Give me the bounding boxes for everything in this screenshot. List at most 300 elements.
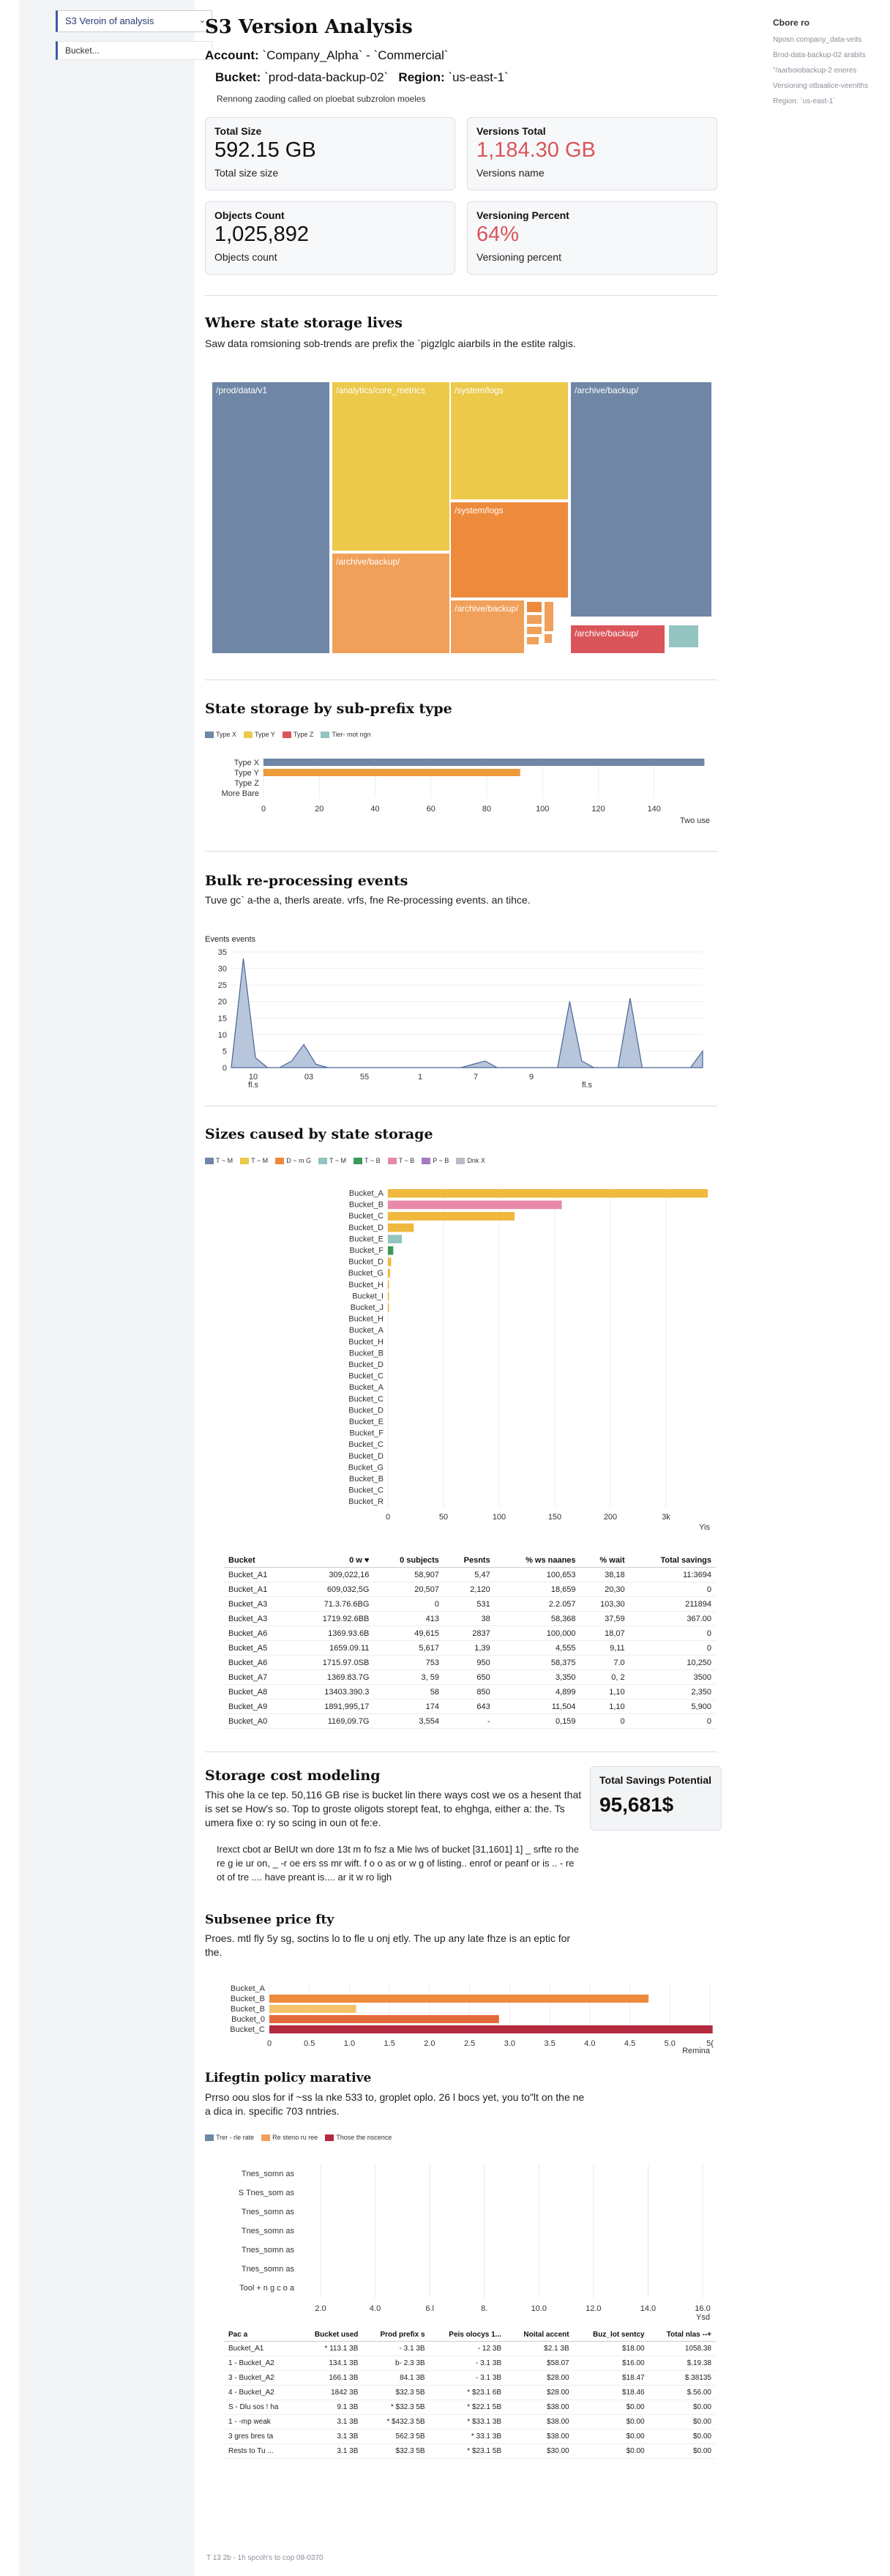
legend-swatch [205, 732, 214, 738]
treemap-cell-small[interactable] [545, 602, 553, 631]
table-cell: $2.1 3B [506, 2342, 574, 2356]
table-cell: 13403.390.3 [293, 1685, 374, 1700]
legend-item [261, 2134, 318, 2141]
events-chart [205, 945, 717, 1091]
treemap-cell[interactable]: /system/logs [451, 382, 568, 499]
x-tick-label: 4.0 [369, 2304, 381, 2313]
table-cell: $18.47 [574, 2371, 649, 2386]
lifecycle-chart [205, 2159, 717, 2320]
x-tick-label: 100 [536, 805, 550, 814]
bucket-line [215, 70, 509, 85]
table-cell: 4,555 [495, 1641, 580, 1656]
table-cell: 753 [373, 1656, 444, 1670]
y-tick-label: Bucket_C [230, 2025, 265, 2034]
treemap-cell-small[interactable] [527, 627, 542, 634]
y-tick-label: Tnes_somn as [241, 2170, 294, 2178]
table-cell: 1369.83.7G [293, 1670, 374, 1685]
table-cell: 950 [444, 1656, 495, 1670]
events-title: Bulk re-processing events [205, 873, 408, 889]
column-header[interactable]: % ws naanes [495, 1554, 580, 1568]
table-cell: 367.00 [629, 1612, 716, 1626]
legend-swatch [205, 2134, 214, 2141]
table-cell: $.19.38 [649, 2356, 716, 2371]
column-header[interactable]: 0 w ♥ [293, 1554, 374, 1568]
table-cell: - 3.1 3B [362, 2342, 429, 2356]
y-tick-label: Bucket_C [348, 1212, 384, 1221]
right-sidebar-heading: Cbore ro [773, 18, 810, 28]
column-header[interactable]: Peis olocys 1... [430, 2329, 506, 2342]
y-tick-label: Bucket_D [348, 1223, 384, 1232]
table-cell: $30.00 [506, 2444, 574, 2459]
treemap-cell-small[interactable] [527, 602, 542, 612]
table-row[interactable] [224, 2356, 716, 2371]
treemap-cell[interactable]: /prod/data/v1 [212, 382, 329, 653]
metric-sublabel: Versions name [476, 167, 545, 179]
table-row[interactable] [224, 1714, 716, 1729]
table-header-row [224, 2329, 716, 2342]
legend-item [325, 2134, 392, 2141]
metric-label: Total Size [214, 125, 262, 137]
x-tick-label: 6.l [425, 2304, 434, 2313]
table-cell: 100,000 [495, 1626, 580, 1641]
column-header[interactable]: Pac a [224, 2329, 297, 2342]
x-tick-label: 5( [706, 2039, 714, 2048]
bar [388, 1258, 391, 1267]
y-tick-label: Bucket_D [348, 1257, 384, 1267]
table-cell: 3,350 [495, 1670, 580, 1685]
table-cell: $38.00 [506, 2430, 574, 2444]
legend-swatch [283, 732, 291, 738]
y-tick-label: Bucket_B [230, 1995, 265, 2003]
x-tick-label: 1 [417, 1073, 423, 1082]
table-cell: 643 [444, 1700, 495, 1714]
table-cell: 7.0 [580, 1656, 629, 1670]
y-tick-label: 10 [217, 1030, 227, 1040]
table-cell: $0.00 [649, 2415, 716, 2430]
x-tick-label: 0 [261, 805, 266, 814]
table-cell: $38.00 [506, 2415, 574, 2430]
legend-label: Those the nscence [336, 2134, 392, 2141]
metric-card [205, 201, 455, 275]
treemap-cell-small[interactable] [669, 625, 698, 647]
table-cell: 1058.38 [649, 2342, 716, 2356]
right-sidebar-item[interactable]: "/aarboiobackup-2 eneres [773, 67, 857, 75]
legend-label: T ~ B [364, 1157, 381, 1164]
types-title: State storage by sub-prefix type [205, 701, 452, 717]
table-cell: 5,900 [629, 1700, 716, 1714]
legend-swatch [244, 732, 253, 738]
metric-label: Versioning Percent [476, 209, 569, 221]
bar [388, 1281, 389, 1289]
table-cell: 11:3694 [629, 1568, 716, 1582]
table-cell: 2,350 [629, 1685, 716, 1700]
table-row[interactable] [224, 2386, 716, 2400]
divider [205, 851, 717, 852]
bar [269, 1995, 648, 2003]
table-cell: $0.00 [649, 2430, 716, 2444]
x-axis-label: Ysd [696, 2313, 710, 2320]
legend-item [321, 731, 370, 738]
table-row[interactable] [224, 1568, 716, 1582]
analysis-select-label: S3 Veroin of analysis [65, 15, 154, 26]
table-cell: 0 [373, 1597, 444, 1612]
y-tick-label: 0 [222, 1064, 227, 1073]
account-label: Account: [205, 48, 259, 62]
table-cell: b- 2.3 3B [362, 2356, 429, 2371]
table-cell: 1,39 [444, 1641, 495, 1656]
column-header[interactable]: Bucket used [297, 2329, 362, 2342]
treemap-cell[interactable]: /archive/backup/ [451, 600, 524, 653]
treemap-cell-small[interactable] [527, 615, 542, 624]
y-tick-label: Type Y [233, 769, 259, 778]
x-tick-label: 3.5 [544, 2039, 556, 2048]
y-tick-label: Bucket_C [348, 1486, 384, 1495]
table-cell: 58 [373, 1685, 444, 1700]
column-header[interactable]: Total savings [629, 1554, 716, 1568]
bar [388, 1212, 515, 1221]
account-value: `Company_Alpha` - `Commercial` [262, 48, 449, 62]
legend-label: T ~ M [329, 1157, 347, 1164]
table-cell: * $23.1 6B [430, 2386, 506, 2400]
savings-card [590, 1766, 722, 1831]
table-row[interactable] [224, 1670, 716, 1685]
x-tick-label: 20 [315, 805, 324, 814]
cost-paragraph-2: Irexct cbot ar BeIUt wn dore 13t m fo fsz a Mie lws of bucket [31,1601] 1] _ srfte ro the re g ie ur on, _ -r oe ers ss mr wift. f o o as or w g of listing.. enrof or peanf or is .. - re ot of tre .... have preant is.... ar it w ro ligh [217, 1844, 579, 1883]
table-cell: 0,159 [495, 1714, 580, 1729]
x-tick-label: 3.0 [504, 2039, 516, 2048]
x-tick-label: 60 [426, 805, 435, 814]
legend-swatch [456, 1158, 465, 1164]
table-cell: 1,10 [580, 1700, 629, 1714]
table-cell: * $32.3 5B [362, 2400, 429, 2415]
footer-text: T 13 2b - 1h spcoh's to cop 08-0370 [206, 2554, 324, 2562]
table-cell: 2837 [444, 1626, 495, 1641]
x-tick-label: 03 [304, 1073, 314, 1082]
legend-item [283, 731, 314, 738]
x-tick-label: 2.5 [463, 2039, 476, 2048]
legend-swatch [275, 1158, 284, 1164]
table-cell: $0.00 [649, 2400, 716, 2415]
sidebar-item-bucket[interactable]: Bucket... [56, 41, 212, 60]
table-cell: Rests to Tu ... [224, 2444, 297, 2459]
treemap-cell[interactable]: /archive/backup/ [332, 554, 449, 653]
legend-swatch [205, 1158, 214, 1164]
table-cell: $0.00 [574, 2444, 649, 2459]
table-cell: 0 [629, 1626, 716, 1641]
y-tick-label: 25 [217, 981, 227, 991]
lifecycle-desc: Prrso oou slos for if ~ss la nke 533 to, groplet oplo. 26 l bocs yet, you to"lt on the ne a dica in. specific 703 nntries. [205, 2091, 585, 2117]
y-tick-label: Type X [233, 759, 259, 767]
legend-swatch [321, 732, 329, 738]
table-cell: 5,47 [444, 1568, 495, 1582]
bar [388, 1246, 393, 1255]
chevron-down-icon: ⌄ [198, 16, 206, 25]
table-cell: 38,18 [580, 1568, 629, 1582]
right-sidebar-item[interactable]: Nposn company_data-veits [773, 36, 862, 44]
table-row[interactable] [224, 1685, 716, 1700]
y-tick-label: Bucket_F [349, 1246, 384, 1255]
table-row[interactable] [224, 1641, 716, 1656]
table-cell: 211894 [629, 1597, 716, 1612]
types-legend [205, 731, 371, 738]
table-cell: 10,250 [629, 1656, 716, 1670]
y-tick-label: 5 [222, 1047, 227, 1057]
table-cell: $32.3 5B [362, 2386, 429, 2400]
x-axis-label: Yis [699, 1522, 710, 1532]
table-cell: Bucket_A1 [224, 1582, 293, 1597]
x-tick-label: 80 [482, 805, 492, 814]
page-title: S3 Version Analysis [205, 16, 413, 38]
lifecycle-title: Lifegtin policy marative [205, 2071, 372, 2085]
bucket-table [224, 1554, 716, 1729]
legend-label: Trer - rle rate [216, 2134, 255, 2141]
sizes-title: Sizes caused by state storage [205, 1126, 433, 1142]
y-tick-label: Bucket_I [352, 1292, 384, 1301]
table-cell: - [444, 1714, 495, 1729]
x-tick-label: 0 [266, 2039, 272, 2048]
bar [269, 2025, 713, 2033]
y-tick-label: Bucket_H [348, 1314, 384, 1324]
right-sidebar-item[interactable]: Brod-data-backup-02 arabits [773, 51, 866, 59]
table-cell: * $33.1 3B [430, 2415, 506, 2430]
table-cell: 0 [580, 1714, 629, 1729]
column-header[interactable]: Bucket [224, 1554, 293, 1568]
cost-paragraph: This ohe la ce tep. 50,116 GB rise is bucket lin there ways cost we os a hesent that is set se How's so. Top to groste oligots storept feat, to ehghga, either a: the. Ts umera fixe o: ry so scing in oun ot fe:e. [205, 1789, 582, 1828]
table-row[interactable] [224, 1700, 716, 1714]
y-tick-label: Bucket_A [348, 1189, 384, 1198]
left-sidebar [19, 0, 206, 2576]
treemap-cell[interactable]: /system/logs [451, 502, 568, 598]
table-cell: * $432.3 5B [362, 2415, 429, 2430]
x-tick-label: 3k [662, 1512, 670, 1522]
treemap-cell[interactable]: /archive/backup/ [571, 382, 711, 617]
table-cell: 609,032,5G [293, 1582, 374, 1597]
region-value: `us-east-1` [448, 70, 509, 84]
column-header[interactable]: Buz_lot sentcy [574, 2329, 649, 2342]
y-tick-label: Bucket_C [348, 1394, 384, 1404]
legend-swatch [388, 1158, 397, 1164]
table-cell: 58,907 [373, 1568, 444, 1582]
subprice-chart [205, 1977, 717, 2072]
metric-sublabel: Total size size [214, 167, 279, 179]
column-header[interactable]: Noital accent [506, 2329, 574, 2342]
table-cell: 134.1 3B [297, 2356, 362, 2371]
x-tick-label: 120 [591, 805, 605, 814]
table-cell: 3500 [629, 1670, 716, 1685]
y-tick-label: Bucket_E [348, 1418, 384, 1426]
table-cell: 166.1 3B [297, 2371, 362, 2386]
table-cell: 1369.93.6B [293, 1626, 374, 1641]
table-cell: $.38135 [649, 2371, 716, 2386]
table-row[interactable] [224, 2342, 716, 2356]
y-tick-label: Bucket_H [348, 1280, 384, 1289]
table-cell: - 12 3B [430, 2342, 506, 2356]
y-tick-label: Bucket_B [348, 1200, 384, 1210]
table-cell: - 3.1 3B [430, 2356, 506, 2371]
table-cell: 5,617 [373, 1641, 444, 1656]
table-cell: 1715.97.0SB [293, 1656, 374, 1670]
x-tick-label: 50 [438, 1512, 449, 1522]
table-cell: 1169,09.7G [293, 1714, 374, 1729]
table-row[interactable] [224, 2415, 716, 2430]
legend-label: Type Z [293, 731, 314, 738]
table-cell: 4,899 [495, 1685, 580, 1700]
cost-title: Storage cost modeling [205, 1768, 381, 1784]
legend-label: Dnk X [467, 1157, 485, 1164]
y-tick-label: Bucket_A [348, 1383, 384, 1393]
y-tick-label: Bucket_0 [231, 2015, 265, 2024]
table-cell: 309,022,16 [293, 1568, 374, 1582]
table-cell: Bucket_A3 [224, 1597, 293, 1612]
x-tick-label: 7 [473, 1073, 479, 1082]
y-tick-label: Bucket_A [348, 1326, 384, 1336]
column-header[interactable]: % wait [580, 1554, 629, 1568]
table-row[interactable] [224, 2371, 716, 2386]
table-cell: 174 [373, 1700, 444, 1714]
y-tick-label: Bucket_C [348, 1440, 384, 1450]
bar [388, 1292, 389, 1300]
header-note: Rennong zaoding called on ploebat subzrolon moeles [217, 94, 426, 104]
legend-label: Type Y [255, 731, 275, 738]
column-header[interactable]: Prod prefix s [362, 2329, 429, 2342]
y-tick-label: Bucket_D [348, 1360, 384, 1369]
legend-label: P ~ B [433, 1157, 449, 1164]
metric-label: Versions Total [476, 125, 546, 137]
legend-label: D ~ m G [286, 1157, 311, 1164]
y-tick-label: 15 [217, 1014, 227, 1024]
right-sidebar-item[interactable]: Region: `us-east-1` [773, 97, 836, 105]
legend-label: T ~ M [216, 1157, 233, 1164]
y-tick-label: Bucket_B [348, 1349, 384, 1358]
table-cell: Bucket_A1 [224, 1568, 293, 1582]
treemap [212, 382, 717, 653]
bar [388, 1189, 708, 1198]
table-cell: $38.00 [506, 2400, 574, 2415]
treemap-cell-small[interactable] [545, 634, 552, 643]
table-cell: $28.00 [506, 2371, 574, 2386]
table-row[interactable] [224, 2400, 716, 2415]
table-row[interactable] [224, 1612, 716, 1626]
table-cell: $18.00 [574, 2342, 649, 2356]
column-header[interactable]: 0 subjects [373, 1554, 444, 1568]
table-cell: * 113.1 3B [297, 2342, 362, 2356]
bar [263, 759, 704, 766]
legend-swatch [354, 1158, 362, 1164]
table-cell: $0.00 [574, 2415, 649, 2430]
table-row[interactable] [224, 1582, 716, 1597]
x-tick-label: 9 [528, 1073, 534, 1082]
y-tick-label: Bucket_H [348, 1337, 384, 1347]
y-tick-label: Bucket_E [348, 1235, 384, 1244]
bar [388, 1235, 402, 1243]
bucket-label: Bucket: [215, 70, 261, 84]
table-cell: * $23.1 5B [430, 2444, 506, 2459]
table-row[interactable] [224, 1656, 716, 1670]
legend-item [240, 1157, 268, 1164]
legend-label: T ~ M [251, 1157, 269, 1164]
y-tick-label: 30 [217, 964, 227, 974]
savings-label: Total Savings Potential [599, 1774, 711, 1786]
metric-card [467, 117, 717, 190]
divider [205, 295, 717, 296]
bar [263, 769, 520, 776]
table-cell: Bucket_A6 [224, 1656, 293, 1670]
table-row[interactable] [224, 2430, 716, 2444]
table-cell: 1,10 [580, 1685, 629, 1700]
metric-sublabel: Versioning percent [476, 251, 561, 263]
x-tick-label: 55 [359, 1073, 370, 1082]
table-cell: 3.1 3B [297, 2415, 362, 2430]
column-header[interactable]: Total nlas --+ [649, 2329, 716, 2342]
bar [388, 1224, 414, 1232]
table-row[interactable] [224, 1597, 716, 1612]
table-header-row [224, 1554, 716, 1568]
table-cell: $.56.00 [649, 2386, 716, 2400]
table-cell: * $22.1 5B [430, 2400, 506, 2415]
x-tick-label: 14.0 [640, 2304, 657, 2313]
table-row[interactable] [224, 2444, 716, 2459]
x-tick-label: 150 [547, 1512, 562, 1522]
x-axis-label: Remina [682, 2047, 710, 2055]
events-ylabel: Events events [205, 935, 256, 944]
bar [388, 1269, 390, 1278]
table-cell: - 3.1 3B [430, 2371, 506, 2386]
y-tick-label: Tnes_somn as [241, 2227, 294, 2236]
column-header[interactable]: Pesnts [444, 1554, 495, 1568]
legend-item [456, 1157, 485, 1164]
y-tick-label: Bucket_B [230, 2005, 265, 2014]
metric-value: 1,025,892 [214, 223, 310, 246]
treemap-cell-small[interactable] [527, 637, 539, 644]
metric-value: 592.15 GB [214, 138, 316, 162]
table-cell: 850 [444, 1685, 495, 1700]
table-cell: $0.00 [574, 2430, 649, 2444]
treemap-cell[interactable]: /archive/backup/ [571, 625, 665, 653]
table-cell: 3, 59 [373, 1670, 444, 1685]
legend-item [205, 1157, 233, 1164]
legend-label: T ~ B [398, 1157, 415, 1164]
y-tick-label: Tnes_somn as [241, 2208, 294, 2216]
treemap-cell[interactable]: /analytics/core_metrics [332, 382, 449, 551]
table-cell: 20,30 [580, 1582, 629, 1597]
y-tick-label: Bucket_F [349, 1429, 384, 1438]
table-cell: 562.3 5B [362, 2430, 429, 2444]
table-cell: 9,11 [580, 1641, 629, 1656]
right-sidebar-item[interactable]: Versioning otbaalice-veeniths [773, 82, 869, 90]
x-tick-label: 0.5 [304, 2039, 315, 2048]
x-tick-label: 4.5 [624, 2039, 636, 2048]
legend-item [422, 1157, 449, 1164]
legend-item [275, 1157, 311, 1164]
table-cell: 49,615 [373, 1626, 444, 1641]
table-cell: 0 [629, 1714, 716, 1729]
y-tick-label: More Bare [221, 789, 259, 798]
table-cell: Bucket_A1 [224, 2342, 297, 2356]
table-row[interactable] [224, 1626, 716, 1641]
metric-sublabel: Objects count [214, 251, 277, 263]
analysis-select[interactable] [56, 10, 212, 32]
bucket-value: `prod-data-backup-02` [264, 70, 389, 84]
table-cell: $58.07 [506, 2356, 574, 2371]
subprice-title: Subsenee price fty [205, 1913, 334, 1927]
table-cell: 1 - Bucket_A2 [224, 2356, 297, 2371]
metric-value: 64% [476, 223, 520, 246]
table-cell: 9.1 3B [297, 2400, 362, 2415]
table-cell: 1891,995,17 [293, 1700, 374, 1714]
table-cell: 3 - Bucket_A2 [224, 2371, 297, 2386]
y-tick-label: Tnes_somn as [241, 2246, 294, 2255]
y-tick-label: 20 [217, 997, 227, 1007]
